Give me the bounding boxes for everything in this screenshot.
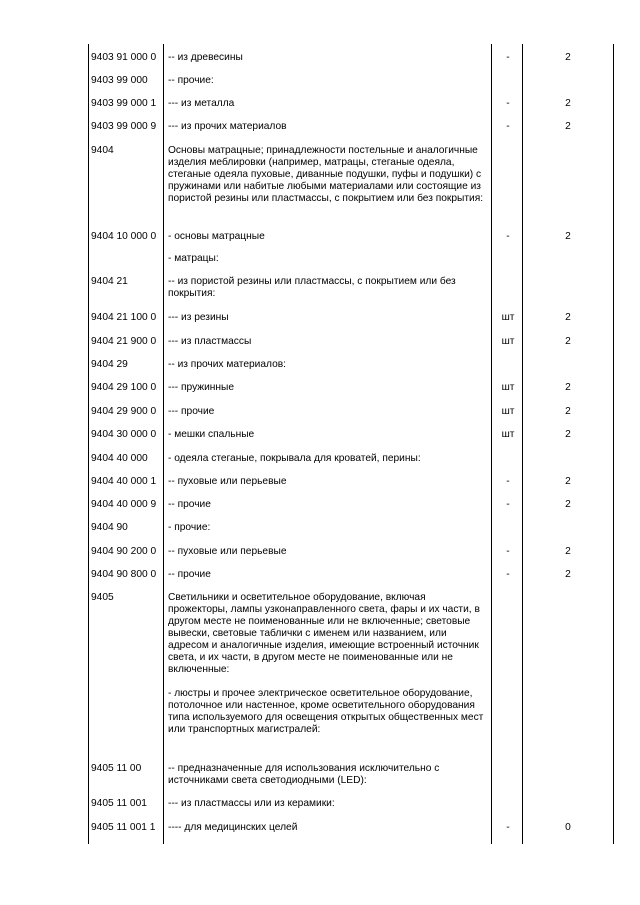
goods-description xyxy=(168,382,486,394)
tnved-code: 9405 11 00 xyxy=(91,763,142,774)
description-paragraph: -- из прочих материалов: xyxy=(168,359,287,370)
tnved-code: 9404 90 xyxy=(91,522,128,533)
goods-description xyxy=(168,476,486,488)
duty-rate: 2 xyxy=(565,312,571,323)
description-paragraph: - прочие: xyxy=(168,522,211,533)
tnved-code: 9403 99 000 9 xyxy=(91,121,157,132)
description-paragraph: Основы матрацные; принадлежности постельные и аналогичные изделия меблировки (например, матрацы, стеганые одеяла, стеганые одеяла пуховые, диванные подушки, пуфы и подушки) с пружинами или набитые любыми материалами или состоящие из пористой резины или пластмассы, с покрытием или без покрытия: xyxy=(168,145,484,204)
duty-rate: 2 xyxy=(565,98,571,109)
unit-of-measure: - xyxy=(506,476,510,487)
description-paragraph: -- прочие xyxy=(168,569,211,580)
goods-description xyxy=(168,145,486,205)
duty-rate: 2 xyxy=(565,406,571,417)
tnved-code: 9404 10 000 0 xyxy=(91,231,157,242)
tnved-code: 9404 40 000 9 xyxy=(91,499,157,510)
goods-description xyxy=(168,359,486,371)
duty-rate: 2 xyxy=(565,499,571,510)
goods-description xyxy=(168,75,486,87)
goods-description xyxy=(168,822,486,834)
unit-of-measure: - xyxy=(506,98,510,109)
unit-of-measure: - xyxy=(506,121,510,132)
goods-description xyxy=(168,763,486,787)
tnved-code: 9404 21 900 0 xyxy=(91,336,157,347)
unit-of-measure: шт xyxy=(501,429,515,440)
unit-of-measure: шт xyxy=(501,406,515,417)
description-paragraph: --- из резины xyxy=(168,312,229,323)
tnved-code: 9404 29 100 0 xyxy=(91,382,157,393)
description-paragraph: --- из прочих материалов xyxy=(168,121,287,132)
goods-description xyxy=(168,52,486,64)
tnved-code: 9404 21 xyxy=(91,276,128,287)
description-paragraph: ---- для медицинских целей xyxy=(168,822,298,833)
unit-of-measure: - xyxy=(506,546,510,557)
tnved-code: 9405 xyxy=(91,592,114,603)
description-paragraph: - матрацы: xyxy=(168,253,219,264)
unit-of-measure: шт xyxy=(501,336,515,347)
description-paragraph: --- из пластмассы xyxy=(168,336,252,347)
right-border xyxy=(613,44,614,844)
left-border xyxy=(88,44,89,844)
goods-description xyxy=(168,231,486,243)
duty-rate: 2 xyxy=(565,476,571,487)
duty-rate: 2 xyxy=(565,546,571,557)
description-paragraph: - люстры и прочее электрическое осветительное оборудование, потолочное или настенное, кроме осветительного оборудования типа используемого для освещения открытых общественных мест или транспортных магистралей: xyxy=(168,688,484,735)
unit-of-measure: - xyxy=(506,499,510,510)
tnved-code: 9403 99 000 1 xyxy=(91,98,157,109)
tnved-code: 9404 90 200 0 xyxy=(91,546,157,557)
description-paragraph: - основы матрацные xyxy=(168,231,265,242)
tnved-code: 9404 xyxy=(91,145,114,156)
unit-column-right-divider xyxy=(522,44,523,844)
tnved-code: 9404 29 900 0 xyxy=(91,406,157,417)
description-paragraph: -- предназначенные для использования исключительно с источниками света светодиодными (LED): xyxy=(168,763,440,786)
goods-description xyxy=(168,253,486,265)
goods-description xyxy=(168,569,486,581)
goods-description xyxy=(168,406,486,418)
goods-description xyxy=(168,798,486,810)
goods-description xyxy=(168,121,486,133)
tnved-code: 9404 30 000 0 xyxy=(91,429,157,440)
unit-of-measure: - xyxy=(506,231,510,242)
description-paragraph: - одеяла стеганые, покрывала для кроватей, перины: xyxy=(168,453,421,464)
description-paragraph: -- прочие xyxy=(168,499,211,510)
goods-description xyxy=(168,522,486,534)
description-paragraph: -- пуховые или перьевые xyxy=(168,546,287,557)
description-paragraph: -- прочие: xyxy=(168,75,214,86)
duty-rate: 0 xyxy=(565,822,571,833)
unit-of-measure: - xyxy=(506,822,510,833)
description-paragraph: Светильники и осветительное оборудование, включая прожекторы, лампы узконаправленного света, фары и их части, в другом месте не поименованные или не включенные; световые вывески, световые таблички с именем или названием, или адресом и аналогичные изделия, имеющие встроенный источник света, и их части, в другом месте не поименованные или не включенные: xyxy=(168,592,480,675)
tnved-code: 9404 90 800 0 xyxy=(91,569,157,580)
unit-of-measure: шт xyxy=(501,312,515,323)
description-paragraph: --- из пластмассы или из керамики: xyxy=(168,798,335,809)
tnved-code: 9403 91 000 0 xyxy=(91,52,157,63)
goods-description xyxy=(168,499,486,511)
code-column-divider xyxy=(163,44,164,844)
duty-rate: 2 xyxy=(565,121,571,132)
tnved-code: 9404 40 000 1 xyxy=(91,476,157,487)
description-paragraph: -- пуховые или перьевые xyxy=(168,476,287,487)
goods-description xyxy=(168,276,486,300)
duty-rate: 2 xyxy=(565,382,571,393)
goods-description xyxy=(168,592,486,736)
tnved-code: 9404 40 000 xyxy=(91,453,148,464)
tnved-code: 9403 99 000 xyxy=(91,75,148,86)
tnved-code: 9405 11 001 xyxy=(91,798,147,809)
goods-description xyxy=(168,546,486,558)
tnved-code: 9405 11 001 1 xyxy=(91,822,156,833)
description-paragraph: --- прочие xyxy=(168,406,215,417)
unit-column-left-divider xyxy=(491,44,492,844)
goods-description xyxy=(168,312,486,324)
tnved-code: 9404 21 100 0 xyxy=(91,312,157,323)
description-paragraph: --- пружинные xyxy=(168,382,235,393)
unit-of-measure: - xyxy=(506,52,510,63)
duty-rate: 2 xyxy=(565,231,571,242)
tnved-code: 9404 29 xyxy=(91,359,128,370)
duty-rate: 2 xyxy=(565,52,571,63)
unit-of-measure: - xyxy=(506,569,510,580)
description-paragraph: --- из металла xyxy=(168,98,235,109)
description-paragraph: -- из пористой резины или пластмассы, с покрытием или без покрытия: xyxy=(168,276,456,299)
duty-rate: 2 xyxy=(565,429,571,440)
duty-rate: 2 xyxy=(565,569,571,580)
description-paragraph: -- из древесины xyxy=(168,52,243,63)
goods-description xyxy=(168,336,486,348)
goods-description xyxy=(168,453,486,465)
unit-of-measure: шт xyxy=(501,382,515,393)
goods-description xyxy=(168,98,486,110)
goods-description xyxy=(168,429,486,441)
description-paragraph: - мешки спальные xyxy=(168,429,255,440)
duty-rate: 2 xyxy=(565,336,571,347)
